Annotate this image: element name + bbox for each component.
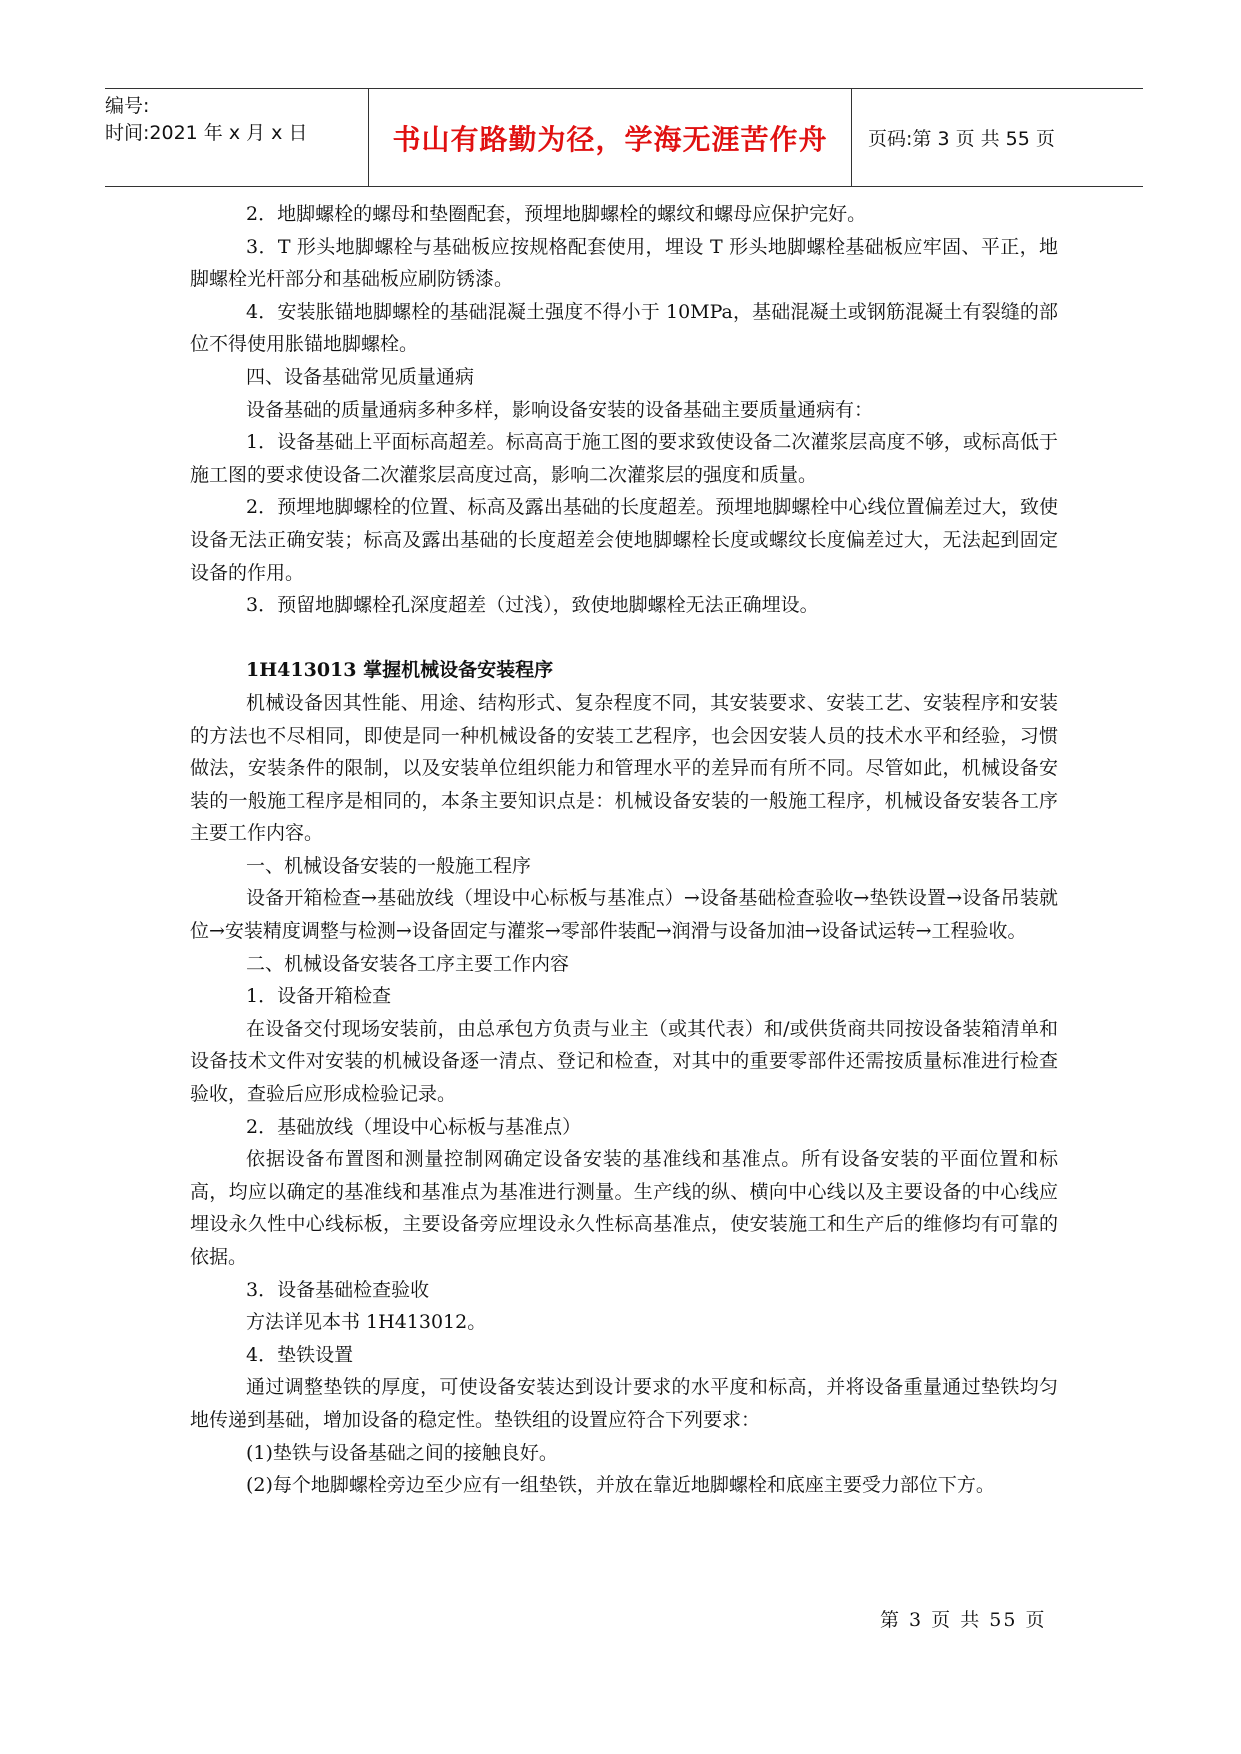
body-paragraph: 在设备交付现场安装前，由总承包方负责与业主（或其代表）和/或供货商共同按设备装箱清单和设备技术文件对安装的机械设备逐一清点、登记和检查，对其中的重要零部件还需按质量标准进行检查验收，查验后应形成检验记录。 (190, 1017, 1058, 1106)
body-paragraph: 2．预埋地脚螺栓的位置、标高及露出基础的长度超差。预埋地脚螺栓中心线位置偏差过大，致使设备无法正确安装；标高及露出基础的长度超差会使地脚螺栓长度或螺纹长度偏差过大，无法起到固定设备的作用。 (190, 496, 1058, 584)
header-page-info-cell (852, 89, 1143, 186)
body-paragraph: 设备开箱检查→基础放线（埋设中心标板与基准点）→设备基础检查验收→垫铁设置→设备吊装就位→安装精度调整与检测→设备固定与灌浆→零部件装配→润滑与设备加油→设备试运转→工程验收。 (190, 887, 1058, 943)
section-heading: 1H413013 掌握机械设备安装程序 (246, 659, 554, 682)
body-paragraph: 3．T 形头地脚螺栓与基础板应按规格配套使用，埋设 T 形头地脚螺栓基础板应牢固、平正，地脚螺栓光杆部分和基础板应刷防锈漆。 (190, 235, 1058, 291)
item-heading: 1．设备开箱检查 (246, 985, 392, 1008)
document-date-label: 时间:2021 年 x 月 x 日 (105, 122, 308, 144)
subsection-heading: 四、设备基础常见质量通病 (246, 365, 475, 388)
document-number-label: 编号: (105, 95, 150, 117)
body-paragraph: 方法详见本书 1H413012。 (246, 1311, 487, 1334)
item-heading: 4．垫铁设置 (246, 1343, 354, 1366)
body-paragraph: 4．安装胀锚地脚螺栓的基础混凝土强度不得小于 10MPa，基础混凝土或钢筋混凝土有裂缝的部位不得使用胀锚地脚螺栓。 (190, 300, 1058, 356)
item-heading: 3．设备基础检查验收 (246, 1278, 430, 1301)
body-paragraph: 依据设备布置图和测量控制网确定设备安装的基准线和基准点。所有设备安装的平面位置和标高，均应以确定的基准线和基准点为基准进行测量。生产线的纵、横向中心线以及主要设备的中心线应埋设永久性中心线标板，主要设备旁应埋设永久性标高基准点，使安装施工和生产后的维修均有可靠的依据。 (190, 1148, 1058, 1268)
body-paragraph: 3．预留地脚螺栓孔深度超差（过浅），致使地脚螺栓无法正确埋设。 (246, 594, 819, 617)
header-motto-cell (368, 89, 852, 186)
document-body (190, 198, 1058, 1502)
body-paragraph: (2)每个地脚螺栓旁边至少应有一组垫铁，并放在靠近地脚螺栓和底座主要受力部位下方。 (246, 1474, 995, 1497)
body-paragraph: 设备基础的质量通病多种多样，影响设备安装的设备基础主要质量通病有： (246, 398, 874, 421)
item-heading: 2．基础放线（埋设中心标板与基准点） (246, 1115, 582, 1138)
body-paragraph: 2．地脚螺栓的螺母和垫圈配套，预埋地脚螺栓的螺纹和螺母应保护完好。 (246, 203, 867, 225)
header-motto: 书山有路勤为径，学海无涯苦作舟 (392, 122, 828, 156)
header-left-cell (105, 89, 368, 186)
body-paragraph: 通过调整垫铁的厚度，可使设备安装达到设计要求的水平度和标高，并将设备重量通过垫铁均匀地传递到基础，增加设备的稳定性。垫铁组的设置应符合下列要求： (190, 1376, 1058, 1431)
body-paragraph: (1)垫铁与设备基础之间的接触良好。 (246, 1441, 558, 1464)
body-paragraph: 机械设备因其性能、用途、结构形式、复杂程度不同，其安装要求、安装工艺、安装程序和安装的方法也不尽相同，即使是同一种机械设备的安装工艺程序，也会因安装人员的技术水平和经验，习惯做法，安装条件的限制，以及安装单位组织能力和管理水平的差异而有所不同。尽管如此，机械设备安装的一般施工程序是相同的，本条主要知识点是：机械设备安装的一般施工程序，机械设备安装各工序主要工作内容。 (190, 691, 1058, 845)
page-header (105, 88, 1143, 187)
header-page-info: 页码:第 3 页 共 55 页 (868, 128, 1055, 150)
page-footer: 第 3 页 共 55 页 (880, 1609, 1047, 1631)
subsection-heading: 二、机械设备安装各工序主要工作内容 (246, 952, 570, 975)
body-paragraph: 1．设备基础上平面标高超差。标高高于施工图的要求致使设备二次灌浆层高度不够，或标高低于施工图的要求使设备二次灌浆层高度过高，影响二次灌浆层的强度和质量。 (190, 431, 1058, 486)
subsection-heading: 一、机械设备安装的一般施工程序 (246, 854, 532, 877)
